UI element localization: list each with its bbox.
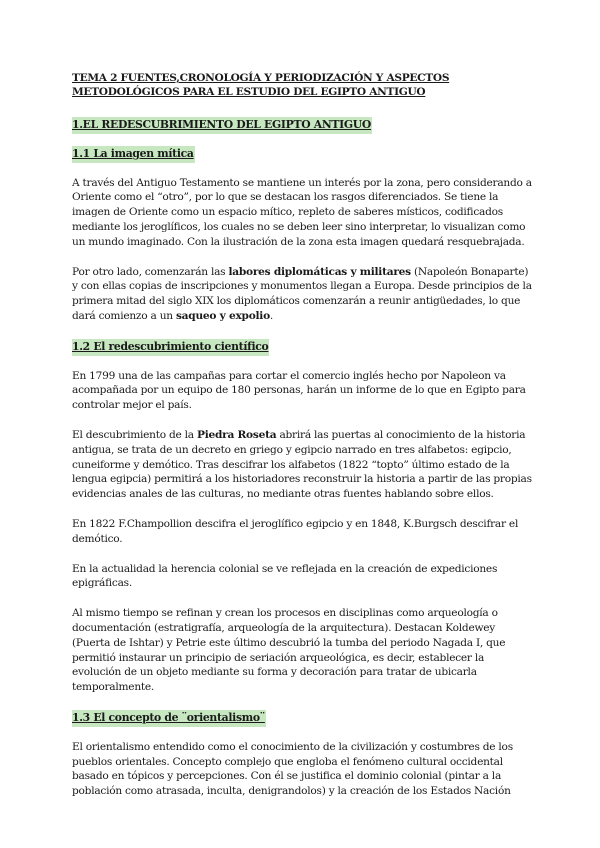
paragraph-1-3-a: El orientalismo entendido como el conocimiento de la civilización y costumbres de los pueblos orientales. Concepto complejo que engloba el fenómeno cultural occidental basado en tópicos y percepciones. Con él se justifica el dominio colonial (pintar a la población como atrasada, inculta, denigrandolos) y la creación de los Estados Nación [72,740,513,798]
bold-text-run: saqueo y expolio [175,309,270,322]
paragraph-1-2-d: En la actualidad la herencia colonial se ve reflejada en la creación de expediciones epigráficas. [72,562,498,590]
bold-text-run: Piedra Roseta [196,428,277,441]
paragraph-1-1-b [72,265,532,324]
paragraph-1-2-c: En 1822 F.Champollion descifra el jeroglífico egipcio y en 1848, K.Burgsch descifrar el demótico. [72,517,519,545]
document-page [72,72,532,799]
document-title-line2: METODOLÓGICOS PARA EL ESTUDIO DEL EGIPTO ANTIGUO [72,85,426,98]
subsection-heading-1-1: 1.1 La imagen mítica [72,146,195,163]
paragraph-1-2-e: Al mismo tiempo se refinan y crean los procesos en disciplinas como arqueología o documentación (estratigrafía, arqueología de la arquitectura). Destacan Koldewey (Puerta de Ishtar) y Petrie este último descubrió la tumba del periodo Nagada I, que permitió instaurar un principio de seriación arqueológica, es decir, establecer la evolución de un objeto mediante su forma y decoración para tratar de ubicarla temporalmente. [72,607,506,694]
paragraph-1-2-b [72,428,532,502]
paragraph-1-1-a: A través del Antiguo Testamento se mantiene un interés por la zona, pero considerando a Oriente como el “otro”, por lo que se destacan los rasgos diferenciados. Se tiene la imagen de Oriente como un espacio mítico, repleto de saberes místicos, codificados mediante los jeroglíficos, los cuales no se deben leer sino interpretar, lo visualizan como un mundo imaginado. Con la ilustración de la zona esta imagen quedará resquebrajada. [72,176,532,248]
document-title-line1: TEMA 2 FUENTES,CRONOLOGÍA Y PERIODIZACIÓN Y ASPECTOS [72,72,450,84]
subsection-heading-1-3: 1.3 El concepto de ¨orientalismo¨ [72,710,266,727]
paragraph-1-2-a: En 1799 una de las campañas para cortar el comercio inglés hecho por Napoleon va acompañada por un equipo de 180 personas, harán un informe de lo que en Egipto para controlar mejor el país. [72,369,526,412]
section-heading-1: 1.EL REDESCUBRIMIENTO DEL EGIPTO ANTIGUO [72,117,372,134]
text-run: (Napoleón Bonaparte) y con ellas copias de inscripciones y monumentos llegan a Europa. Desde principios de la primera mitad del siglo XIX los diplomáticos comenzarán a reunir antigüedades, lo que dará comienzo a un [72,265,532,322]
subsection-heading-1-2: 1.2 El redescubrimiento científico [72,339,269,356]
bold-text-run: labores diplomáticas y militares [228,265,411,278]
text-run: abrirá las puertas al conocimiento de la historia antigua, se trata de un decreto en griego y egipcio narrado en tres alfabetos: egipcio, cuneiforme y demótico. Tras descifrar los alfabetos (1822 “topto” último estado de la lengua egipcia) permitirá a los historiadores reconstruir la historia a partir de las propias evidencias anales de las culturas, no mediante otras fuentes hablando sobre ellos. [72,428,532,501]
text-run: . [269,309,274,322]
text-run: El descubrimiento de la [72,428,197,441]
text-run: Por otro lado, comenzarán las [72,265,229,278]
document-title [72,72,532,99]
